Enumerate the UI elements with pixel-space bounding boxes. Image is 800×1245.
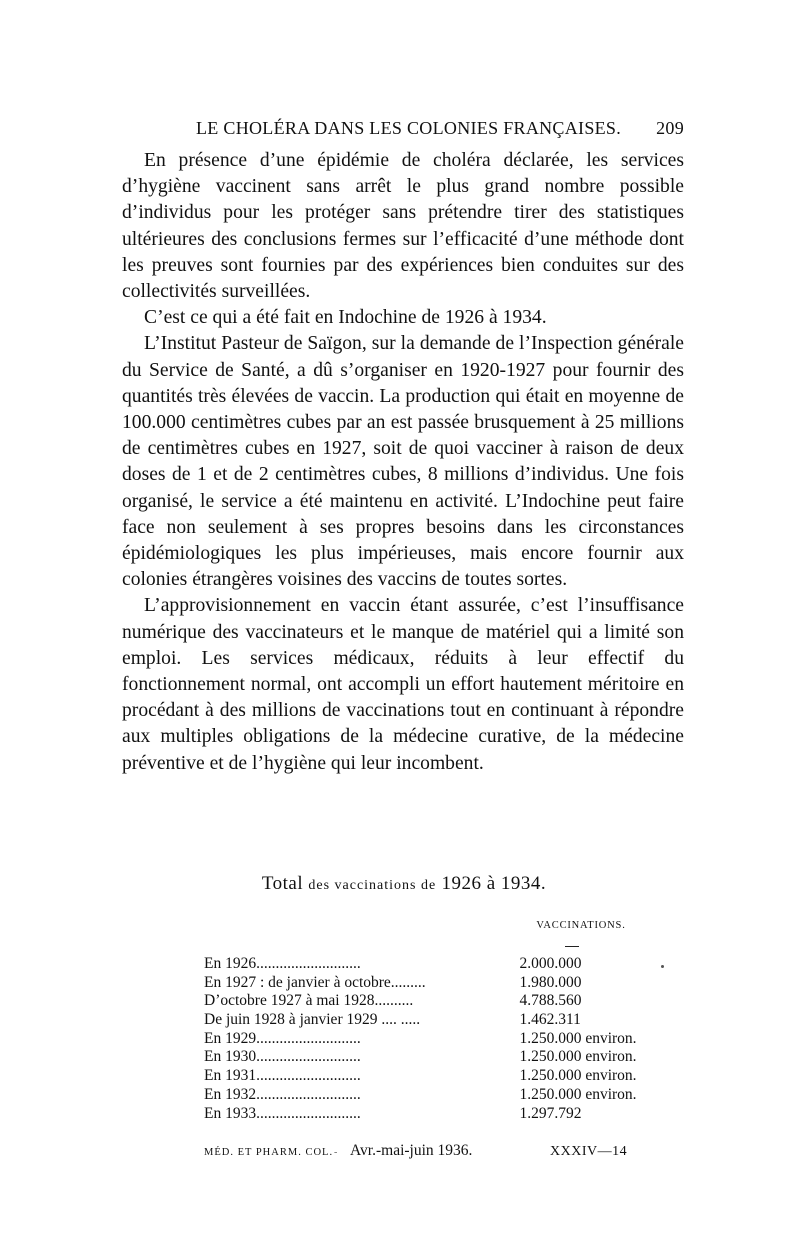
column-header-rule [565,946,579,947]
row-label: En 1929........................... [204,1029,361,1047]
paragraph: L’Institut Pasteur de Saïgon, sur la demande de l’Inspection générale du Service de Santé, a dû s’organiser en 1920-1927 pour fournir des quantités très élevées de vaccin. La production qui était en moyenne de 100.000 centimètres cubes par an est passée brusquement à 25 millions de centimètres cubes en 1927, soit de quoi vacciner à raison de deux doses de 1 et de 2 centimètres cubes, 8 millions d’individus. Une fois organisé, le service a été maintenu en activité. L’Indochine peut faire face non seulement à ses propres besoins dans les circonstances épidémiologiques les plus impérieuses, mais encore fournir aux colonies étrangères voisines des vaccins de toutes sortes. [122,333,684,591]
table-row [204,974,694,993]
row-label: En 1931........................... [204,1067,361,1085]
row-value: 1.250.000 environ. [519,1085,637,1103]
row-value: 1.250.000 environ. [519,1048,637,1066]
footer-signature: XXXIV—14 [550,1144,628,1159]
body-text [122,148,684,777]
row-value: 1.250.000 environ. [519,1029,637,1047]
footer-issue: Avr.-mai-juin 1936. [350,1142,473,1159]
row-value: 2.000.000 [519,955,582,972]
table-row [204,1105,694,1124]
row-value: 1.980.000 [519,973,582,991]
row-label: En 1932........................... [204,1085,361,1103]
table-row [204,1086,694,1105]
row-value: 4.788.560 [519,992,582,1010]
column-header: VACCINATIONS. [536,920,626,931]
row-label: En 1927 : de janvier à octobre......... [204,973,426,991]
table-row [204,1048,694,1067]
table-title [160,873,648,895]
footer-dash: - [334,1147,338,1158]
row-label: En 1933........................... [204,1104,361,1122]
table-title-tail: 1926 à 1934. [441,873,547,894]
row-value: 1.250.000 environ. [519,1067,637,1085]
table-row [204,1011,694,1030]
page-number: 209 [656,118,684,138]
table-row [204,1030,694,1049]
row-label: D’octobre 1927 à mai 1928.......... [204,992,414,1010]
table-row [204,955,694,974]
row-value: 1.297.792 [519,1104,582,1122]
paragraph: L’approvisionnement en vaccin étant assurée, c’est l’insuffisance numérique des vaccinateurs et le manque de matériel qui a limité son emploi. Les services médicaux, réduits à leur effectif du fonctionnement normal, ont accompli un effort hautement méritoire en procédant à des millions de vaccinations tout en continuant à répondre aux multiples obligations de la médecine curative, de la médecine préventive et de l’hygiène qui leur incombent. [122,595,684,774]
row-label: De juin 1928 à janvier 1929 .... ..... [204,1011,421,1029]
row-value: 1.462.311 [519,1011,581,1029]
running-head [196,118,684,142]
footer-journal: MÉD. ET PHARM. COL. [204,1147,334,1158]
page-footer [204,1142,664,1164]
table-title-smallcaps: des vaccinations de [308,878,437,893]
row-label: En 1930........................... [204,1048,361,1066]
paragraph: C’est ce qui a été fait en Indochine de 1926 à 1934. [144,307,547,329]
paragraph: En présence d’une épidémie de choléra déclarée, les services d’hygiène vaccinent sans arrêt le plus grand nombre possible d’individus pour les protéger sans prétendre tirer des statistiques ultérieures des conclusions fermes sur l’efficacité d’une méthode dont les preuves sont fournies par des expériences bien conduites sur des collectivités surveillées. [122,150,684,303]
table-title-lead: Total [261,873,304,894]
vaccination-table [204,955,694,1123]
running-head-title: LE CHOLÉRA DANS LES COLONIES FRANÇAISES. [196,118,622,138]
table-row [204,1067,694,1086]
table-row [204,992,694,1011]
row-label: En 1926........................... [204,955,361,972]
